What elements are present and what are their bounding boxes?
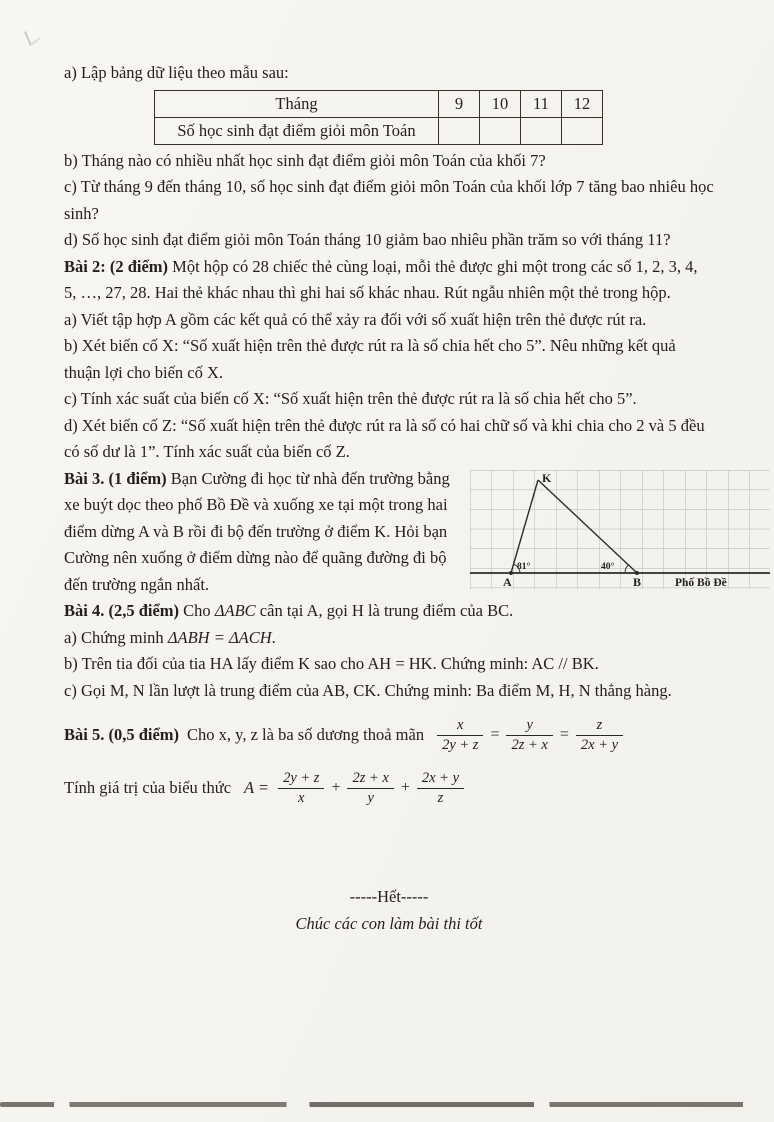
problem2-item-c: c) Tính xác suất của biến cố X: “Số xuất hiện trên thẻ được rút ra là số chia hết cho 5”.	[64, 389, 637, 408]
month-data-table	[154, 90, 603, 145]
fraction-denominator: 2x + y	[580, 736, 619, 753]
problem4-intro-post: cân tại A, gọi H là trung điểm của BC.	[255, 601, 514, 620]
problem2-intro	[64, 254, 714, 307]
scan-artifact-mark	[24, 25, 41, 47]
expression-lhs: A =	[244, 777, 270, 797]
fraction-denominator: 2y + z	[442, 736, 479, 753]
problem5-expression-equation	[244, 770, 464, 807]
equals-sign: =	[559, 725, 569, 743]
problem2-item-b: b) Xét biến cố X: “Số xuất hiện trên thẻ được rút ra là số chia hết cho 5”. Nêu những kết quả thuận lợi cho biến cố X.	[64, 336, 676, 382]
fraction-2y-z-over-x	[278, 770, 324, 807]
problem5-expression-label: Tính giá trị của biểu thức	[64, 777, 232, 797]
fraction-y-over-2z-x	[506, 717, 552, 754]
table-header-row	[155, 90, 603, 117]
table-value-row	[155, 117, 603, 144]
fraction-numerator: z	[576, 717, 623, 736]
fraction-denominator: z	[437, 789, 444, 806]
table-cell-row-label: Số học sinh đạt điểm giỏi môn Toán	[155, 117, 439, 144]
table-cell-month-9: 9	[439, 90, 480, 117]
table-cell-empty	[480, 117, 521, 144]
problem2-intro-text: Một hộp có 28 chiếc thẻ cùng loại, mỗi thẻ được ghi một trong các số 1, 2, 3, 4, 5, …, 27, 28. Hai thẻ khác nhau thì ghi hai số khác nhau. Rút ngẫu nhiên một thẻ trong hộp.	[64, 256, 698, 302]
problem1-item-b: b) Tháng nào có nhiều nhất học sinh đạt điểm giỏi môn Toán của khối 7?	[64, 150, 546, 170]
problem5-condition-equation	[437, 717, 623, 754]
table-cell-thang: Tháng	[155, 90, 439, 117]
fraction-2z-x-over-y	[347, 770, 393, 807]
problem3-body-text: Bạn Cường đi học từ nhà đến trường bằng xe buýt dọc theo phố Bồ Đề và xuống xe tại một trong hai điểm dừng A và B rồi đi bộ đến trường ở điểm K. Hỏi bạn Cường nên xuống ở điểm dừng nào để quãng đường đi bộ đến trường ngắn nhất.	[64, 468, 450, 594]
problem5-heading: Bài 5. (0,5 điểm)	[64, 724, 180, 744]
figure-angle-b: 40°	[601, 561, 615, 572]
table-cell-month-10: 10	[480, 90, 521, 117]
scan-bottom-edge	[0, 1102, 774, 1107]
table-cell-month-12: 12	[562, 90, 603, 117]
plus-sign: +	[400, 778, 410, 796]
plus-sign: +	[331, 778, 341, 796]
problem2-heading: Bài 2: (2 điểm)	[64, 256, 173, 276]
figure-label-k: K	[542, 470, 552, 485]
problem4-item-c: c) Gọi M, N lần lượt là trung điểm của AB, CK. Chứng minh: Ba điểm M, H, N thẳng hàng.	[64, 680, 672, 700]
fraction-numerator: 2z + x	[347, 770, 393, 789]
problem5-condition-row	[64, 713, 714, 757]
table-cell-month-11: 11	[521, 90, 562, 117]
fraction-numerator: 2y + z	[278, 770, 324, 789]
exam-content	[64, 60, 727, 937]
figure-angle-a: 81°	[517, 561, 531, 572]
fraction-denominator: x	[298, 789, 305, 806]
fraction-z-over-2x-y	[576, 717, 623, 754]
fraction-numerator: 2x + y	[417, 770, 464, 789]
fraction-denominator: y	[367, 789, 374, 806]
problem4-item-a-post: .	[271, 627, 276, 647]
problem4-intro	[64, 598, 714, 625]
problem4-item-a	[64, 625, 714, 652]
problem2-item-a: a) Viết tập hợp A gồm các kết quả có thể xảy ra đối với số xuất hiện trên thẻ được rút ra.	[64, 309, 647, 329]
figure-street-name: Phố Bồ Đề	[675, 576, 727, 589]
problem4-item-a-math: ΔABH = ΔACH	[167, 627, 272, 647]
problem5-intro: Cho x, y, z là ba số dương thoả mãn	[187, 724, 425, 744]
problem3-heading: Bài 3. (1 điểm)	[64, 468, 171, 488]
problem4-item-a-pre: a) Chứng minh	[64, 627, 168, 647]
good-luck-message: Chúc các con làm bài thi tốt	[295, 913, 483, 933]
table-cell-empty	[562, 117, 603, 144]
figure-label-b: B	[633, 574, 642, 589]
fraction-x-over-2y-z	[437, 717, 483, 754]
problem5-expression-row	[64, 766, 714, 810]
problem3-section	[64, 466, 727, 599]
problem4-intro-math: ΔABC	[214, 601, 256, 620]
end-of-exam-marker: -----Hết-----	[349, 887, 429, 906]
problem2-item-d: d) Xét biến cố Z: “Số xuất hiện trên thẻ được rút ra là số có hai chữ số và khi chia cho 2 và 5 đều có số dư là 1”. Tính xác suất của biến cố Z.	[64, 415, 705, 461]
fraction-numerator: x	[437, 717, 483, 736]
figure-label-a: A	[503, 574, 512, 589]
problem4-heading: Bài 4. (2,5 điểm)	[64, 601, 184, 620]
table-cell-empty	[521, 117, 562, 144]
grid-background	[470, 470, 770, 589]
problem1-item-c: c) Từ tháng 9 đến tháng 10, số học sinh đạt điểm giỏi môn Toán của khối lớp 7 tăng bao nhiêu học sinh?	[64, 177, 714, 223]
problem1-item-a: a) Lập bảng dữ liệu theo mẫu sau:	[64, 63, 289, 82]
problem1-item-d: d) Số học sinh đạt điểm giỏi môn Toán tháng 10 giảm bao nhiêu phần trăm so với tháng 11?	[64, 230, 671, 249]
equals-sign: =	[490, 725, 500, 743]
problem3-figure	[470, 470, 770, 589]
fraction-denominator: 2z + x	[511, 736, 548, 753]
table-cell-empty	[439, 117, 480, 144]
fraction-2x-y-over-z	[417, 770, 464, 807]
fraction-numerator: y	[506, 717, 552, 736]
problem4-intro-pre: Cho	[183, 601, 215, 620]
problem4-item-b: b) Trên tia đối của tia HA lấy điểm K sao cho AH = HK. Chứng minh: AC // BK.	[64, 654, 599, 673]
